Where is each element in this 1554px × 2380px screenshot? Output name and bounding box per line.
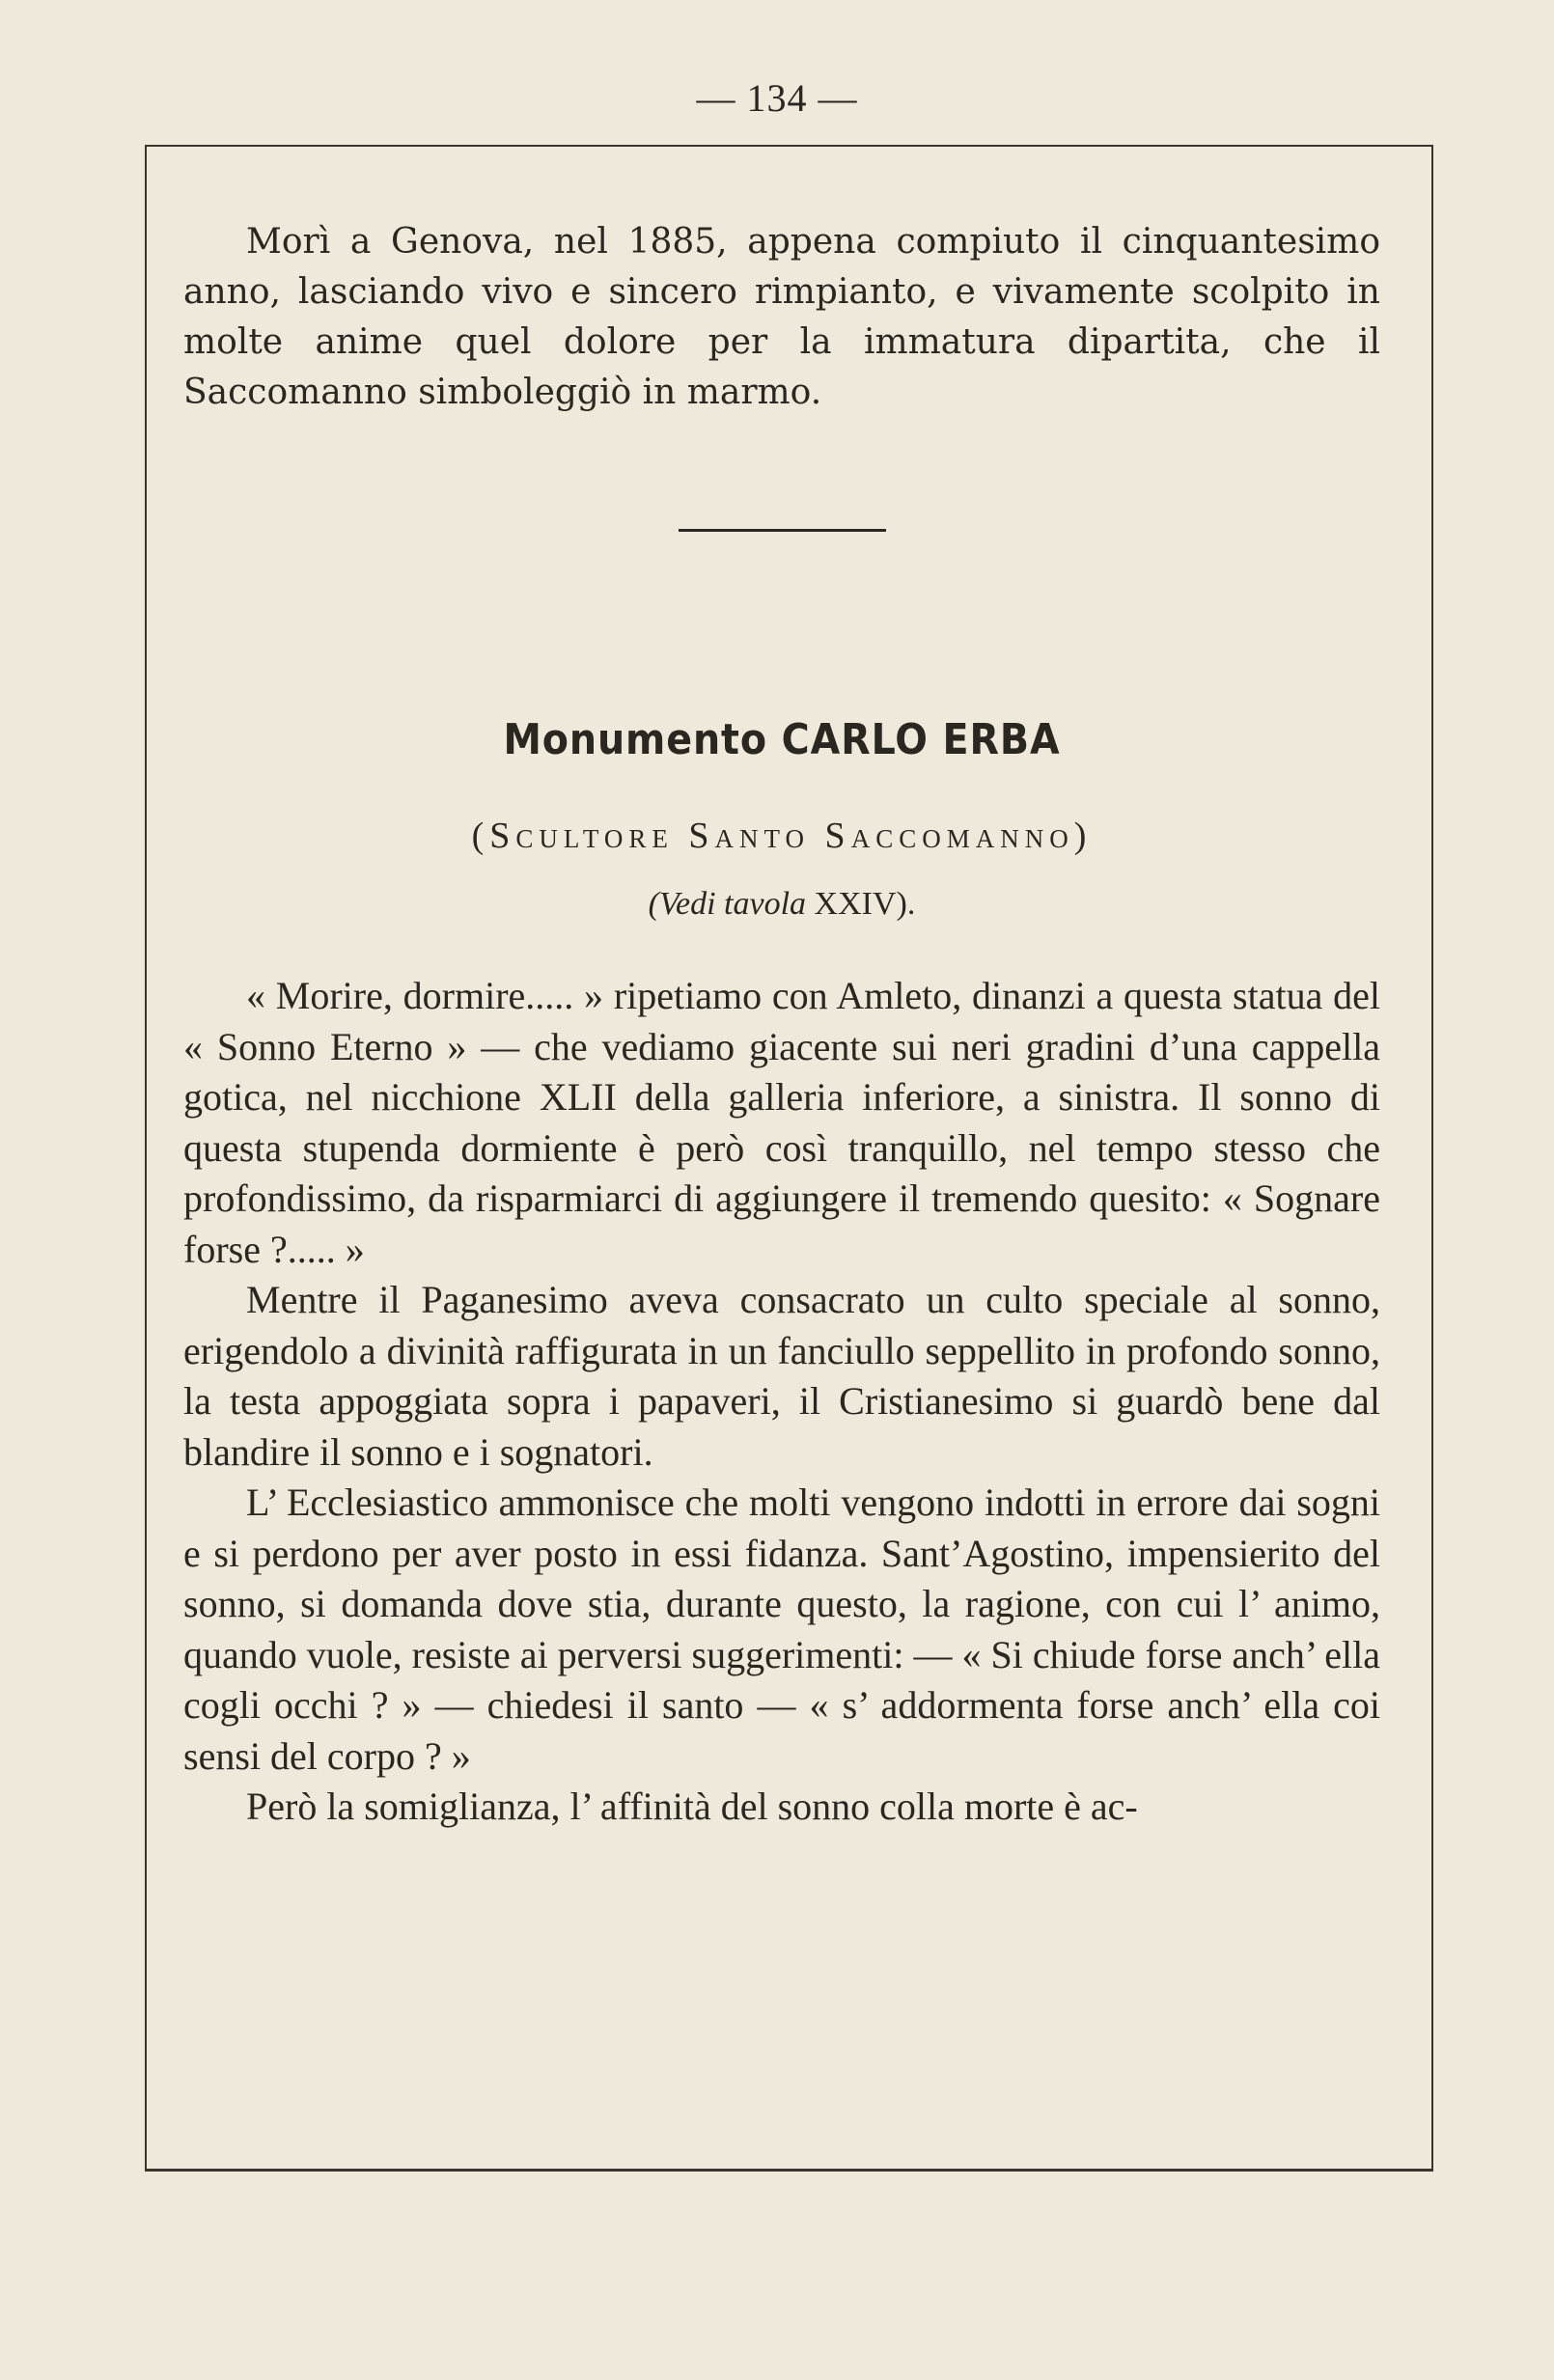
section-subtitle [183,815,1380,857]
body-paragraph-3: L’ Ecclesiastico ammonisce che molti vengono indotti in errore dai sogni e si perdono per aver posto in essi fidanza. Sant’Agostino, impensierito del sonno, si domanda dove stia, durante questo, la ragione, con cui l’ animo, quando vuole, resiste ai perversi suggerimenti: — « Si chiude forse anch’ ella cogli occhi ? » — chiedesi il santo — « s’ addormenta forse anch’ ella coi sensi del corpo ? » [183,1481,1380,1778]
plate-reference-number: XXIV). [814,886,916,922]
body-paragraph-1: « Morire, dormire..... » ripetiamo con Amleto, dinanzi a questa statua del « Sonno Eterno » — che vediamo giacente sui neri gradini d’una cappella gotica, nel nicchione XLII della galleria inferiore, a sinistra. Il sonno di questa stupenda dormiente è però così tranquillo, nel tempo stesso che profondissimo, da risparmiarci di aggiungere il tremendo quesito: « Sognare forse ?..... » [183,974,1380,1271]
body-paragraph-4: Però la somiglianza, l’ affinità del sonno colla morte è ac- [246,1785,1138,1828]
section-title: Monumento CARLO ERBA [503,715,1061,764]
page-content [183,217,1380,1833]
body-text [183,971,1380,1833]
section-divider [679,529,886,532]
sculptor-credit: (Scultore Santo Saccomanno) [471,816,1093,856]
plate-reference [183,886,1380,923]
page-number: — 134 — [696,76,858,120]
body-paragraph-2: Mentre il Paganesimo aveva consacrato un culto speciale al sonno, erigendolo a divinità raffigurata in un fanciullo seppellito in profondo sonno, la testa appoggiata sopra i papaveri, il Cristianesimo si guardò bene dal blandire il sonno e i sognatori. [183,1278,1380,1474]
plate-reference-prefix: (Vedi tavola [648,886,807,922]
intro-paragraph: Morì a Genova, nel 1885, appena compiuto il cinquantesimo anno, lasciando vivo e sincero rimpianto, e vivamente scolpito in molte anime quel dolore per la immatura dipartita, che il Saccomanno simboleggiò in marmo. [183,222,1380,412]
